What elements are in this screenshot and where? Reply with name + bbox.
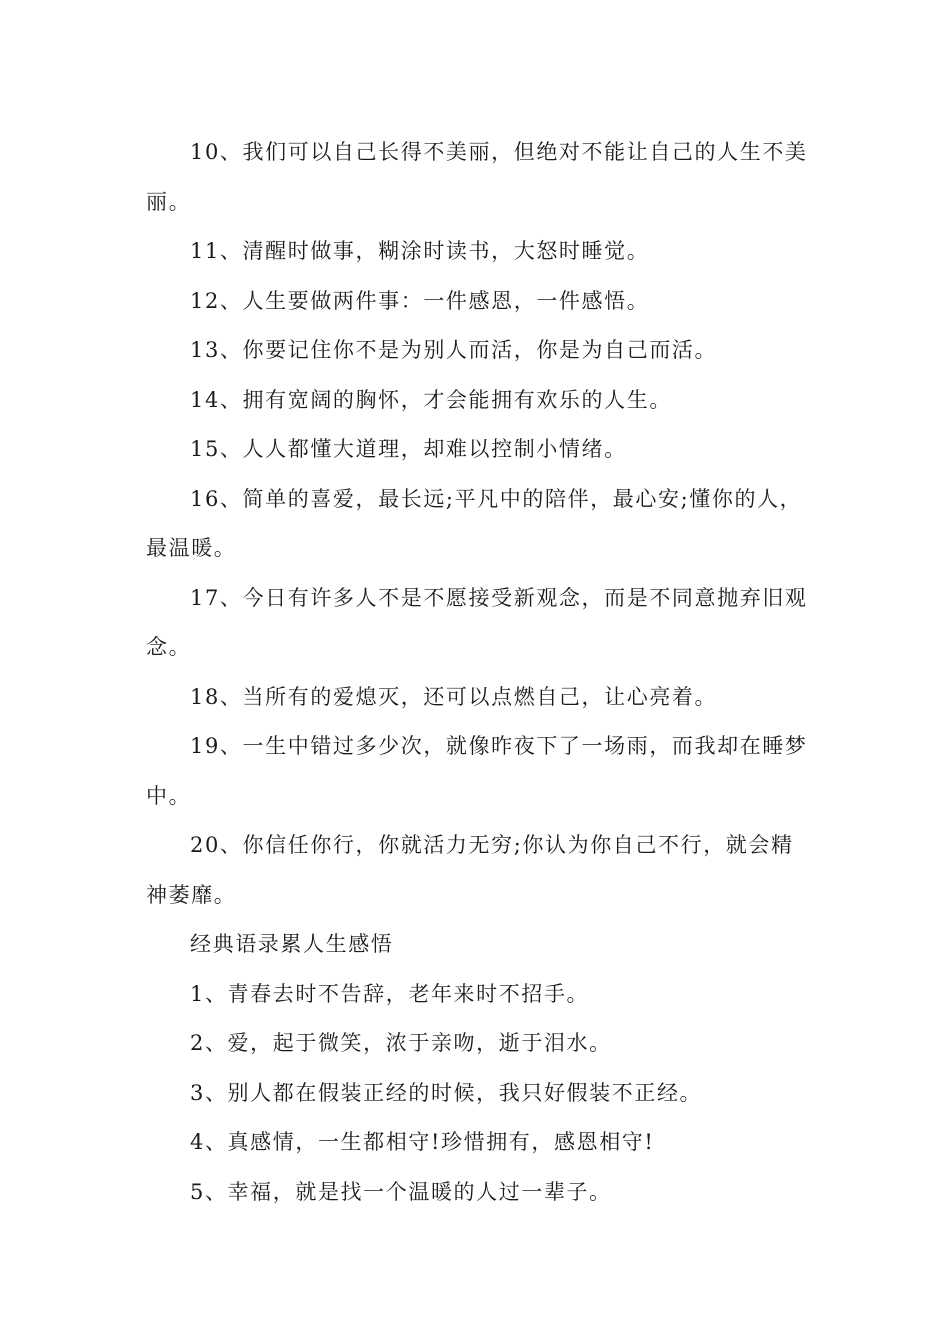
quote-20: 20、你信任你行，你就活力无穷;你认为你自己不行，就会精神萎靡。 — [146, 833, 794, 907]
quote-10: 10、我们可以自己长得不美丽，但绝对不能让自己的人生不美丽。 — [146, 140, 808, 214]
document-body — [146, 128, 808, 1217]
quote-2: 2、爱，起于微笑，浓于亲吻，逝于泪水。 — [190, 1031, 612, 1055]
quote-11: 11、清醒时做事，糊涂时读书，大怒时睡觉。 — [190, 239, 650, 263]
quote-19: 19、一生中错过多少次，就像昨夜下了一场雨，而我却在睡梦中。 — [146, 734, 808, 808]
section-heading: 经典语录累人生感悟 — [190, 932, 394, 956]
quote-13: 13、你要记住你不是为别人而活，你是为自己而活。 — [190, 338, 718, 362]
quote-14: 14、拥有宽阔的胸怀，才会能拥有欢乐的人生。 — [190, 387, 672, 412]
quote-12: 12、人生要做两件事：一件感恩，一件感悟。 — [190, 288, 650, 313]
quote-17: 17、今日有许多人不是不愿接受新观念，而是不同意抛弃旧观念。 — [146, 585, 808, 659]
quote-15: 15、人人都懂大道理，却难以控制小情绪。 — [190, 437, 627, 461]
quote-5: 5、幸福，就是找一个温暖的人过一辈子。 — [190, 1179, 612, 1204]
quote-18: 18、当所有的爱熄灭，还可以点燃自己，让心亮着。 — [190, 684, 718, 709]
quote-16: 16、简单的喜爱，最长远;平凡中的陪伴，最心安;懂你的人，最温暖。 — [146, 486, 803, 560]
quote-3: 3、别人都在假装正经的时候，我只好假装不正经。 — [190, 1080, 703, 1105]
quote-4: 4、真感情，一生都相守!珍惜拥有，感恩相守! — [190, 1130, 655, 1154]
quote-1: 1、青春去时不告辞，老年来时不招手。 — [190, 981, 590, 1006]
